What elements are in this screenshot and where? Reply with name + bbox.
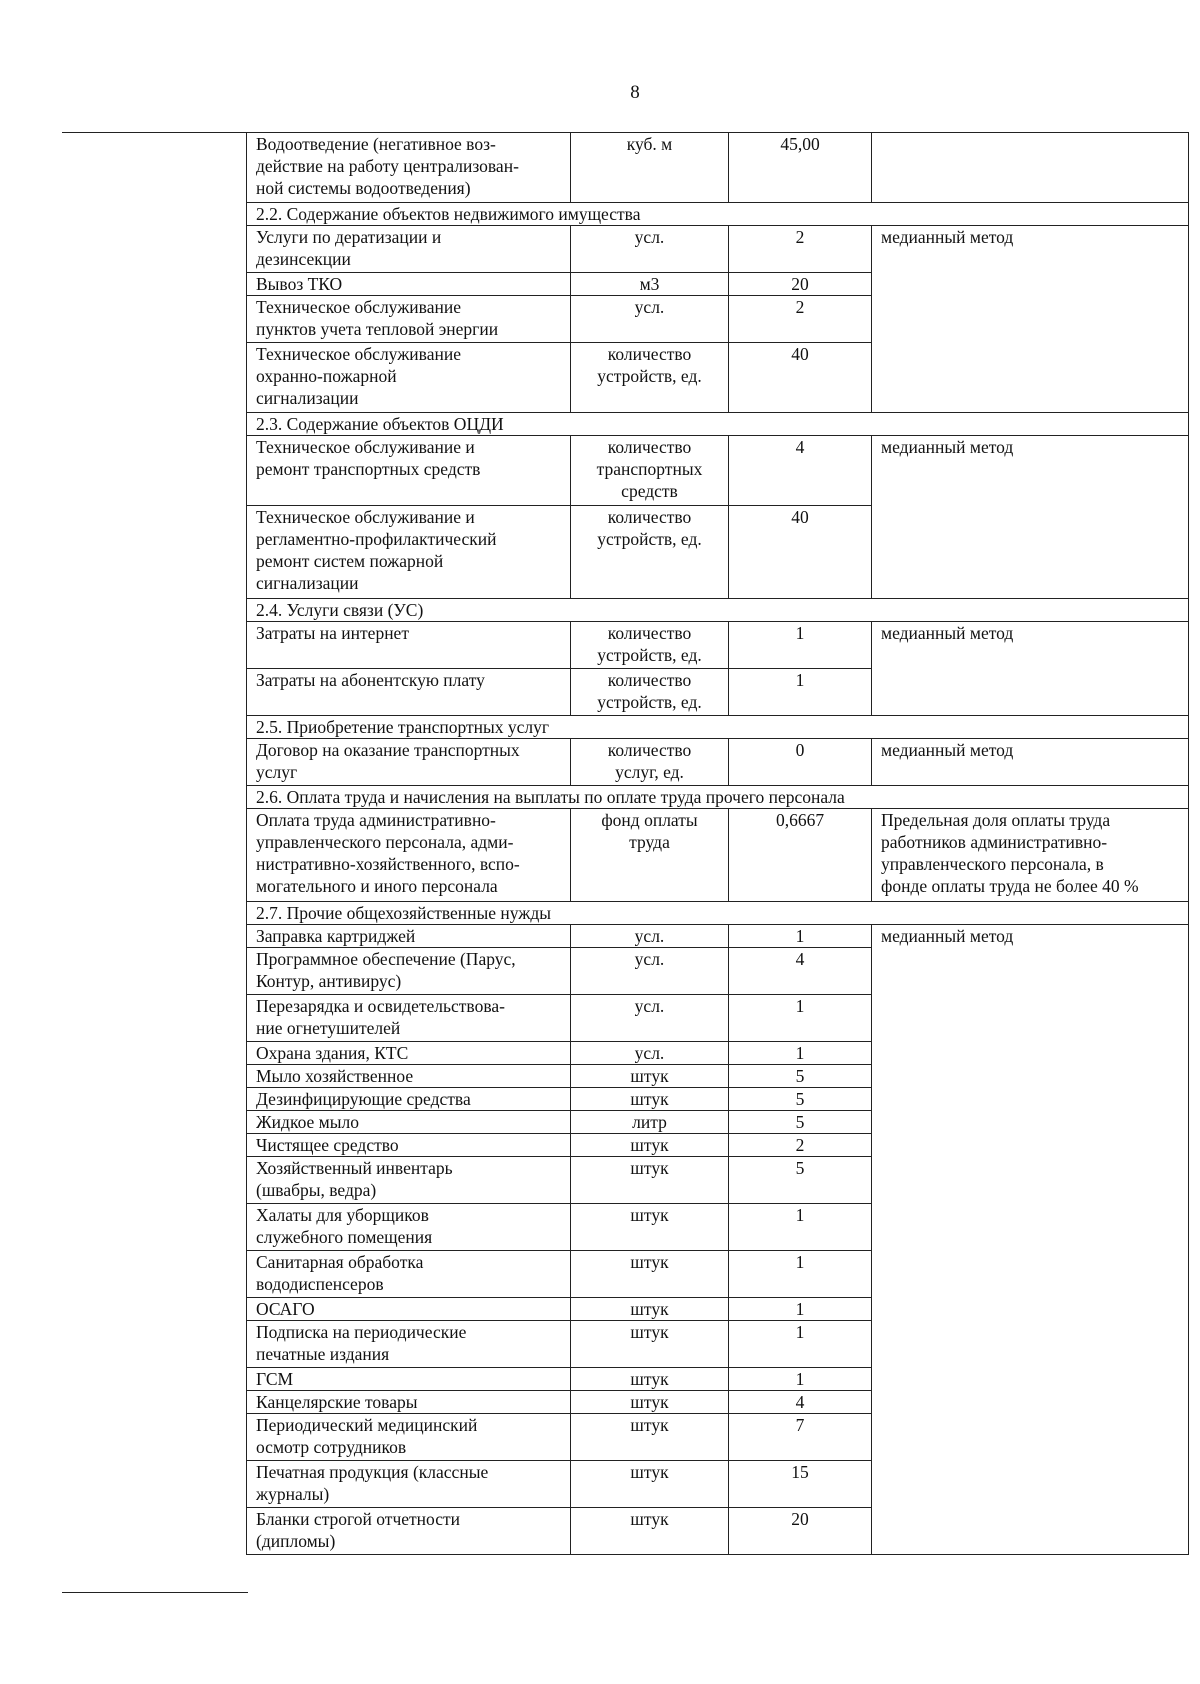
item-name: Подписка на периодические печатные издания	[247, 1321, 571, 1368]
item-method	[872, 1157, 1189, 1204]
section-row	[247, 902, 1189, 925]
item-value: 4	[729, 1391, 872, 1414]
item-value: 4	[729, 436, 872, 506]
table-row	[247, 1042, 1189, 1065]
page-number: 8	[630, 82, 640, 103]
item-method	[872, 273, 1189, 296]
item-method	[872, 995, 1189, 1042]
item-name: Халаты для уборщиков служебного помещения	[247, 1204, 571, 1251]
table-row	[247, 739, 1189, 786]
item-unit: штук	[571, 1298, 729, 1321]
table-row	[247, 669, 1189, 716]
item-method	[872, 1298, 1189, 1321]
table-row	[247, 1368, 1189, 1391]
item-value: 2	[729, 226, 872, 273]
section-title: 2.6. Оплата труда и начисления на выплаты по оплате труда прочего персонала	[247, 786, 1189, 809]
item-name: Оплата труда административно- управленческого персонала, адми- нистративно-хозяйственного, вспо- могательного и иного персонала	[247, 809, 571, 902]
table-row	[247, 1204, 1189, 1251]
item-method	[872, 343, 1189, 413]
item-unit: усл.	[571, 296, 729, 343]
table-row	[247, 1065, 1189, 1088]
table-row	[247, 1111, 1189, 1134]
item-value: 2	[729, 1134, 872, 1157]
item-value: 1	[729, 995, 872, 1042]
item-value: 15	[729, 1461, 872, 1508]
table-row	[247, 296, 1189, 343]
item-value: 20	[729, 1508, 872, 1555]
top-rule	[62, 132, 248, 133]
item-name: Чистящее средство	[247, 1134, 571, 1157]
item-method	[872, 1508, 1189, 1555]
item-value: 0	[729, 739, 872, 786]
item-method	[872, 948, 1189, 995]
item-unit: штук	[571, 1134, 729, 1157]
item-unit: усл.	[571, 948, 729, 995]
item-name: Затраты на абонентскую плату	[247, 669, 571, 716]
item-value: 2	[729, 296, 872, 343]
item-method	[872, 1134, 1189, 1157]
item-name: Водоотведение (негативное воз- действие на работу централизован- ной системы водоотведения)	[247, 133, 571, 203]
item-name: Техническое обслуживание и регламентно-профилактический ремонт систем пожарной сигнализации	[247, 506, 571, 599]
item-method	[872, 669, 1189, 716]
item-method	[872, 133, 1189, 203]
item-name: Услуги по дератизации и дезинсекции	[247, 226, 571, 273]
item-method: медианный метод	[872, 622, 1189, 669]
table-row	[247, 343, 1189, 413]
item-method	[872, 1321, 1189, 1368]
item-method	[872, 1111, 1189, 1134]
item-method	[872, 1391, 1189, 1414]
table-row	[247, 133, 1189, 203]
item-unit: штук	[571, 1461, 729, 1508]
item-unit: штук	[571, 1088, 729, 1111]
item-value: 40	[729, 506, 872, 599]
item-method	[872, 1414, 1189, 1461]
item-unit: количество устройств, ед.	[571, 343, 729, 413]
item-name: Перезарядка и освидетельствова- ние огнетушителей	[247, 995, 571, 1042]
section-title: 2.5. Приобретение транспортных услуг	[247, 716, 1189, 739]
item-unit: количество устройств, ед.	[571, 506, 729, 599]
item-method	[872, 1461, 1189, 1508]
item-value: 1	[729, 1042, 872, 1065]
table-row	[247, 622, 1189, 669]
item-name: Печатная продукция (классные журналы)	[247, 1461, 571, 1508]
item-unit: штук	[571, 1157, 729, 1204]
item-value: 1	[729, 1251, 872, 1298]
item-value: 5	[729, 1065, 872, 1088]
item-unit: м3	[571, 273, 729, 296]
bottom-rule	[62, 1592, 248, 1593]
item-name: Техническое обслуживание и ремонт транспортных средств	[247, 436, 571, 506]
item-unit: штук	[571, 1414, 729, 1461]
item-unit: усл.	[571, 1042, 729, 1065]
item-method	[872, 1368, 1189, 1391]
item-value: 5	[729, 1111, 872, 1134]
item-unit: количество устройств, ед.	[571, 669, 729, 716]
item-name: Канцелярские товары	[247, 1391, 571, 1414]
item-name: ГСМ	[247, 1368, 571, 1391]
item-method	[872, 296, 1189, 343]
item-name: Хозяйственный инвентарь (швабры, ведра)	[247, 1157, 571, 1204]
item-method	[872, 1042, 1189, 1065]
item-method	[872, 1204, 1189, 1251]
item-name: Санитарная обработка вододиспенсеров	[247, 1251, 571, 1298]
item-unit: штук	[571, 1508, 729, 1555]
item-unit: литр	[571, 1111, 729, 1134]
item-value: 0,6667	[729, 809, 872, 902]
table-row	[247, 1298, 1189, 1321]
item-method: медианный метод	[872, 739, 1189, 786]
item-name: Бланки строгой отчетности (дипломы)	[247, 1508, 571, 1555]
item-name: ОСАГО	[247, 1298, 571, 1321]
section-title: 2.3. Содержание объектов ОЦДИ	[247, 413, 1189, 436]
item-value: 1	[729, 1204, 872, 1251]
item-method	[872, 1251, 1189, 1298]
item-unit: количество устройств, ед.	[571, 622, 729, 669]
item-name: Договор на оказание транспортных услуг	[247, 739, 571, 786]
item-name: Охрана здания, КТС	[247, 1042, 571, 1065]
item-name: Мыло хозяйственное	[247, 1065, 571, 1088]
item-unit: куб. м	[571, 133, 729, 203]
item-unit: усл.	[571, 226, 729, 273]
table-row	[247, 1157, 1189, 1204]
item-unit: штук	[571, 1251, 729, 1298]
section-row	[247, 203, 1189, 226]
table-row	[247, 1414, 1189, 1461]
section-title: 2.4. Услуги связи (УС)	[247, 599, 1189, 622]
item-value: 1	[729, 669, 872, 716]
item-value: 40	[729, 343, 872, 413]
item-method: медианный метод	[872, 436, 1189, 506]
item-value: 4	[729, 948, 872, 995]
item-name: Техническое обслуживание пунктов учета тепловой энергии	[247, 296, 571, 343]
item-value: 1	[729, 1321, 872, 1368]
table-row	[247, 226, 1189, 273]
item-value: 7	[729, 1414, 872, 1461]
table-row	[247, 273, 1189, 296]
section-title: 2.7. Прочие общехозяйственные нужды	[247, 902, 1189, 925]
item-unit: количество транспортных средств	[571, 436, 729, 506]
table-row	[247, 995, 1189, 1042]
item-method	[872, 506, 1189, 599]
item-name: Программное обеспечение (Парус, Контур, антивирус)	[247, 948, 571, 995]
item-method	[872, 1088, 1189, 1111]
item-unit: количество услуг, ед.	[571, 739, 729, 786]
section-title: 2.2. Содержание объектов недвижимого имущества	[247, 203, 1189, 226]
item-unit: штук	[571, 1368, 729, 1391]
table-row	[247, 1251, 1189, 1298]
table-row	[247, 1391, 1189, 1414]
table-row	[247, 1461, 1189, 1508]
item-value: 5	[729, 1157, 872, 1204]
item-value: 5	[729, 1088, 872, 1111]
item-unit: фонд оплаты труда	[571, 809, 729, 902]
item-unit: штук	[571, 1204, 729, 1251]
item-name: Дезинфицирующие средства	[247, 1088, 571, 1111]
item-name: Затраты на интернет	[247, 622, 571, 669]
item-method	[872, 1065, 1189, 1088]
item-value: 45,00	[729, 133, 872, 203]
section-row	[247, 786, 1189, 809]
item-name: Вывоз ТКО	[247, 273, 571, 296]
item-method: Предельная доля оплаты труда работников административно- управленческого персонала, в фонде оплаты труда не более 40 %	[872, 809, 1189, 902]
table-row	[247, 1508, 1189, 1555]
item-value: 1	[729, 925, 872, 948]
item-value: 20	[729, 273, 872, 296]
item-unit: штук	[571, 1065, 729, 1088]
norms-table	[246, 132, 1189, 1555]
item-name: Заправка картриджей	[247, 925, 571, 948]
table-row	[247, 1088, 1189, 1111]
table-row	[247, 809, 1189, 902]
section-row	[247, 716, 1189, 739]
item-value: 1	[729, 622, 872, 669]
table-row	[247, 506, 1189, 599]
item-method: медианный метод	[872, 226, 1189, 273]
section-row	[247, 413, 1189, 436]
item-unit: штук	[571, 1391, 729, 1414]
item-value: 1	[729, 1298, 872, 1321]
item-name: Периодический медицинский осмотр сотрудников	[247, 1414, 571, 1461]
item-unit: усл.	[571, 995, 729, 1042]
table-row	[247, 1321, 1189, 1368]
table-row	[247, 948, 1189, 995]
item-method: медианный метод	[872, 925, 1189, 948]
item-unit: усл.	[571, 925, 729, 948]
item-name: Техническое обслуживание охранно-пожарной сигнализации	[247, 343, 571, 413]
item-name: Жидкое мыло	[247, 1111, 571, 1134]
table-row	[247, 925, 1189, 948]
table-row	[247, 1134, 1189, 1157]
section-row	[247, 599, 1189, 622]
table-row	[247, 436, 1189, 506]
item-unit: штук	[571, 1321, 729, 1368]
item-value: 1	[729, 1368, 872, 1391]
